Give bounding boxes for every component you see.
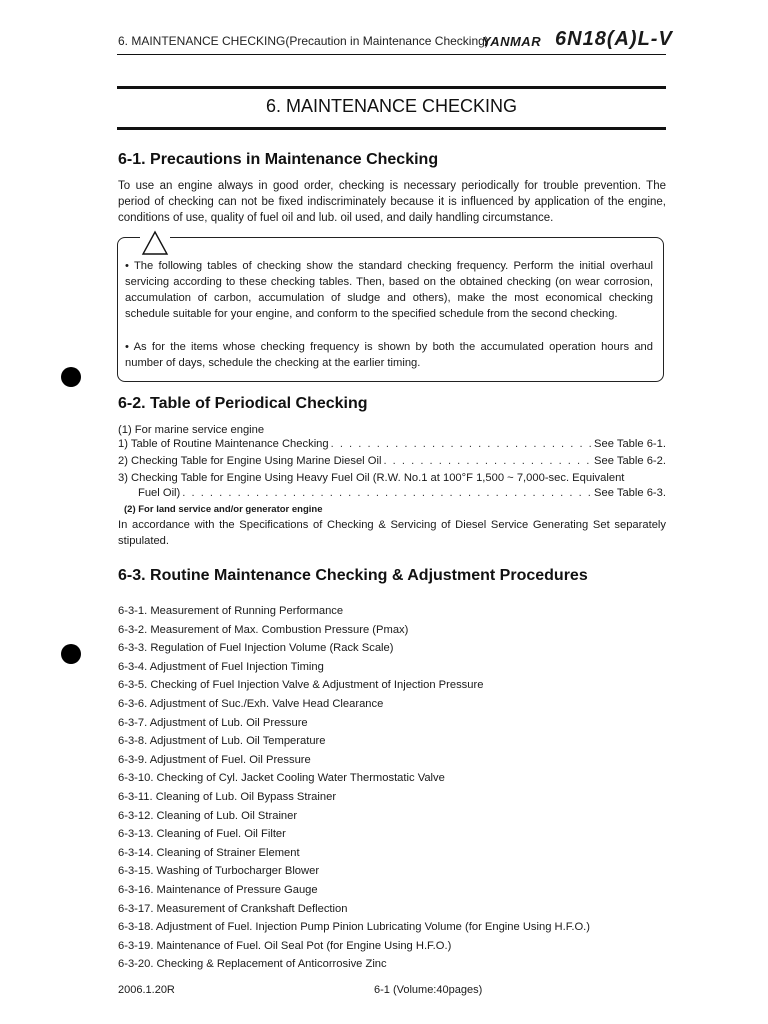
list-item: 6-3-11. Cleaning of Lub. Oil Bypass Strainer: [118, 790, 337, 803]
toc-item-2: 2) Checking Table for Engine Using Marine Diesel Oil: [118, 455, 382, 467]
list-item: 6-3-14. Cleaning of Strainer Element: [118, 846, 300, 859]
dot-leader: [329, 438, 594, 454]
toc-item-3-line2: Fuel Oil): [138, 487, 181, 499]
land-label: (2) For land service and/or generator engine: [124, 504, 323, 515]
list-item: 6-3-15. Washing of Turbocharger Blower: [118, 865, 320, 878]
footer-page: 6-1 (Volume:40pages): [374, 984, 483, 996]
section-6-1-heading: 6-1. Precautions in Maintenance Checking: [118, 151, 439, 168]
model-number: 6N18(A)L-V: [555, 28, 673, 50]
running-header: 6. MAINTENANCE CHECKING(Precaution in Maintenance Checking): [118, 34, 489, 48]
list-item: 6-3-10. Checking of Cyl. Jacket Cooling Water Thermostatic Valve: [118, 772, 445, 785]
list-item: 6-3-8. Adjustment of Lub. Oil Temperature: [118, 735, 326, 748]
binder-hole-2: [61, 644, 81, 664]
list-item: 6-3-20. Checking & Replacement of Anticorrosive Zinc: [118, 958, 387, 971]
list-item: 6-3-9. Adjustment of Fuel. Oil Pressure: [118, 753, 311, 766]
list-item: 6-3-13. Cleaning of Fuel. Oil Filter: [118, 828, 286, 841]
marine-label: (1) For marine service engine: [118, 424, 265, 436]
list-item: 6-3-3. Regulation of Fuel Injection Volume (Rack Scale): [118, 642, 394, 655]
list-item: 6-3-7. Adjustment of Lub. Oil Pressure: [118, 716, 308, 729]
toc-ref-2: See Table 6-2.: [594, 455, 666, 467]
section-6-1-intro: To use an engine always in good order, checking is necessary periodically for trouble prevention. The period of checking can not be fixed indiscriminately because it is influenced by application of the engine, conditions of use, quality of fuel oil and lub. oil used, and daily handling circumstance.: [118, 180, 666, 224]
dot-leader: [180, 487, 594, 503]
toc-ref-3: See Table 6-3.: [594, 487, 666, 499]
caution-note-2: • As for the items whose checking frequency is shown by both the accumulated operation hours and number of days, schedule the checking at the earlier timing.: [125, 341, 653, 369]
toc-row: [118, 438, 666, 454]
list-item: 6-3-2. Measurement of Max. Combustion Pressure (Pmax): [118, 623, 409, 636]
dot-leader: [381, 455, 594, 471]
list-item: 6-3-1. Measurement of Running Performance: [118, 605, 344, 617]
title-bottom-rule: [117, 127, 666, 130]
toc-row: [118, 455, 666, 471]
toc-item-1: 1) Table of Routine Maintenance Checking: [118, 438, 329, 450]
list-item: 6-3-17. Measurement of Crankshaft Deflection: [118, 902, 348, 915]
title-top-rule: [117, 86, 666, 89]
header-rule: [117, 54, 666, 55]
toc-ref-1: See Table 6-1.: [594, 438, 666, 450]
warning-icon: [140, 229, 170, 257]
caution-note-1: • The following tables of checking show the standard checking frequency. Perform the initial overhaul servicing according to these checking tables. Then, based on the obtained checking (on wear corrosion, accumulation of carbon, accumulation of sludge and others), make the most economical checking schedule suitable for your engine, and conform to the specified schedule from the second checking.: [125, 260, 653, 320]
list-item: 6-3-12. Cleaning of Lub. Oil Strainer: [118, 809, 298, 822]
list-item: 6-3-4. Adjustment of Fuel Injection Timing: [118, 660, 324, 673]
footer-date: 2006.1.20R: [118, 984, 175, 996]
list-item: 6-3-6. Adjustment of Suc./Exh. Valve Head Clearance: [118, 697, 384, 710]
land-text: In accordance with the Specifications of Checking & Servicing of Diesel Service Generating Set separately stipulated.: [118, 519, 666, 547]
list-item: 6-3-16. Maintenance of Pressure Gauge: [118, 883, 318, 896]
brand-logo: YANMAR: [482, 34, 542, 49]
list-item: 6-3-19. Maintenance of Fuel. Oil Seal Pot (for Engine Using H.F.O.): [118, 939, 452, 952]
section-6-3-heading: 6-3. Routine Maintenance Checking & Adjustment Procedures: [118, 567, 588, 584]
binder-hole-1: [61, 367, 81, 387]
chapter-title: 6. MAINTENANCE CHECKING: [265, 96, 518, 116]
list-item: 6-3-18. Adjustment of Fuel. Injection Pump Pinion Lubricating Volume (for Engine Using H.F.O.): [118, 921, 590, 934]
toc-row: [138, 487, 666, 503]
section-6-2-heading: 6-2. Table of Periodical Checking: [118, 395, 368, 412]
toc-item-3-line1: 3) Checking Table for Engine Using Heavy Fuel Oil (R.W. No.1 at 100°F 1,500 ~ 7,000-sec. Equivalent: [118, 472, 625, 484]
list-item: 6-3-5. Checking of Fuel Injection Valve & Adjustment of Injection Pressure: [118, 679, 484, 692]
procedure-list: [118, 602, 590, 974]
